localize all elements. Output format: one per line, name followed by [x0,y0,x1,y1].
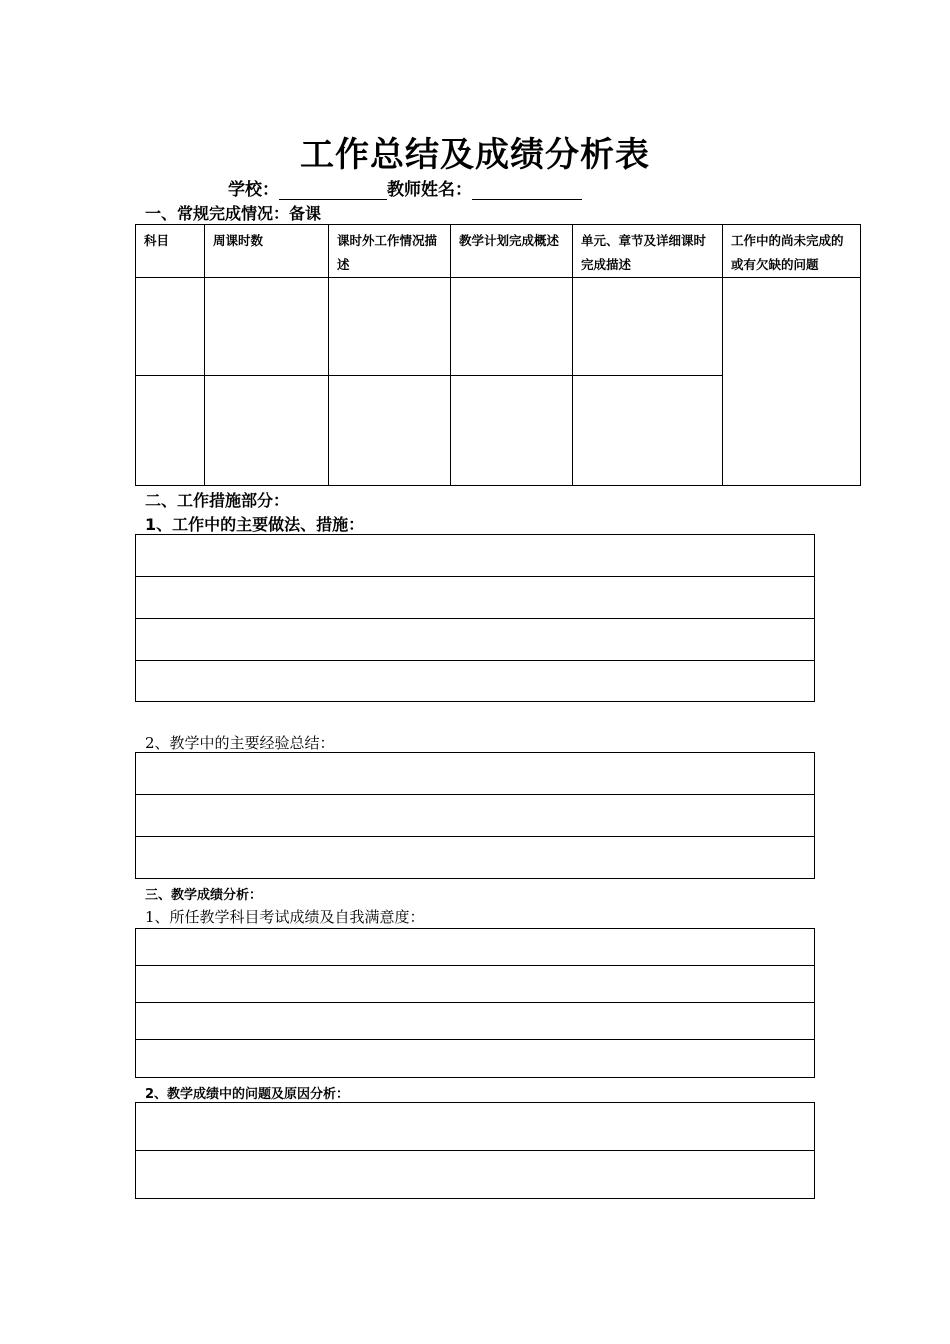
writing-line[interactable] [136,837,814,878]
table-cell[interactable] [205,278,329,376]
col-header-weekly-hours: 周课时数 [205,225,329,278]
section3-sub2-heading: 2、教学成绩中的问题及原因分析： [145,1087,350,1102]
table-cell[interactable] [451,376,573,486]
table-cell[interactable] [329,376,451,486]
section3-sub1-heading: 1、所任教学科目考试成绩及自我满意度： [145,908,425,926]
writing-line[interactable] [136,1103,814,1151]
school-label: 学校： [228,180,279,200]
measures-box [135,534,815,702]
routine-table [135,224,861,486]
page-title: 工作总结及成绩分析表 [300,135,650,175]
score-satisfaction-box [135,928,815,1078]
col-header-plan-summary: 教学计划完成概述 [451,225,573,278]
info-line [228,175,582,200]
teacher-name-label: 教师姓名： [387,180,472,200]
table-row [136,278,861,376]
section2-heading: 二、工作措施部分： [145,491,290,510]
writing-line[interactable] [136,661,814,701]
col-header-extra-work: 课时外工作情况描述 [329,225,451,278]
experience-box [135,752,815,879]
writing-line[interactable] [136,1040,814,1077]
section2-sub2-heading: 2、教学中的主要经验总结： [145,734,335,752]
writing-line[interactable] [136,929,814,966]
col-header-issues: 工作中的尚未完成的或有欠缺的问题 [723,225,861,278]
col-header-unit-detail: 单元、章节及详细课时完成描述 [573,225,723,278]
table-cell[interactable] [136,278,205,376]
table-cell[interactable] [573,278,723,376]
score-issues-box [135,1102,815,1199]
table-header-row [136,225,861,278]
table-cell-merged[interactable] [723,278,861,486]
table-cell[interactable] [205,376,329,486]
writing-line[interactable] [136,535,814,577]
writing-line[interactable] [136,1003,814,1040]
section2-sub1-heading: 1、工作中的主要做法、措施： [145,515,365,534]
writing-line[interactable] [136,753,814,795]
writing-line[interactable] [136,966,814,1003]
writing-line[interactable] [136,619,814,661]
section3-heading: 三、教学成绩分析： [145,888,263,903]
school-field[interactable] [279,181,387,200]
table-cell[interactable] [451,278,573,376]
table-cell[interactable] [573,376,723,486]
writing-line[interactable] [136,1151,814,1198]
teacher-name-field[interactable] [472,181,582,200]
table-cell[interactable] [329,278,451,376]
table-cell[interactable] [136,376,205,486]
writing-line[interactable] [136,795,814,837]
col-header-subject: 科目 [136,225,205,278]
writing-line[interactable] [136,577,814,619]
section1-heading: 一、常规完成情况：备课 [145,204,322,223]
